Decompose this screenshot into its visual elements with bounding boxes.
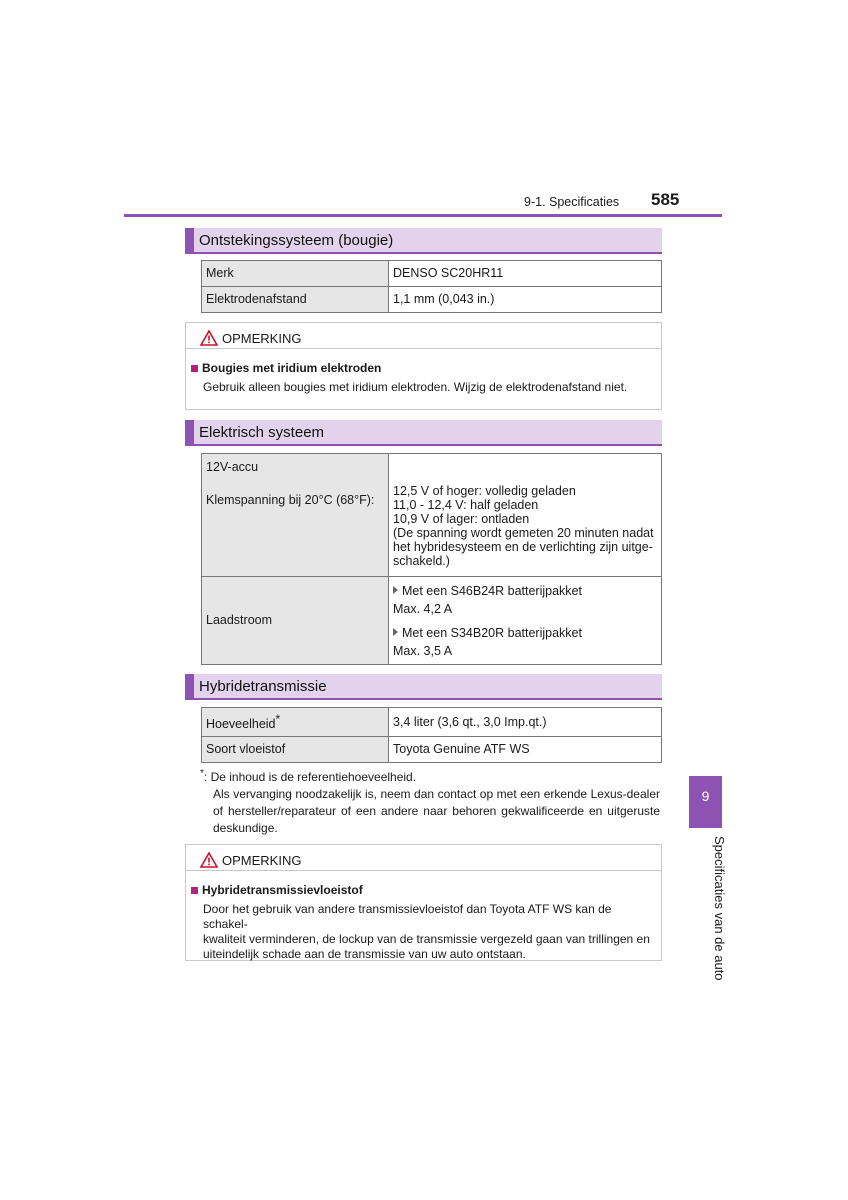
charge-values: [389, 577, 662, 665]
table-label: Merk: [202, 261, 389, 287]
voltage-line: schakeld.): [393, 554, 450, 568]
table-value: DENSO SC20HR11: [389, 261, 662, 287]
section-title-hybrid-transmission: Hybridetransmissie: [185, 674, 662, 700]
notice-body: [186, 349, 661, 405]
charge-option-a-title: Met een S46B24R batterijpakket: [402, 583, 582, 598]
page-number: 585: [651, 190, 680, 209]
charge-option-a: [393, 582, 657, 600]
chapter-tab-number: 9: [689, 776, 722, 828]
table-label: [202, 708, 389, 737]
footnote-line1: : De inhoud is de referentiehoeveelheid.: [203, 770, 417, 784]
chapter-tab-label: Specificaties van de auto: [712, 836, 727, 981]
table-label: Soort vloeistof: [202, 737, 389, 763]
footnote: [200, 765, 660, 837]
notice-subheading-text: Hybridetransmissievloeistof: [202, 883, 363, 897]
table-value: 1,1 mm (0,043 in.): [389, 287, 662, 313]
table-row: [202, 737, 662, 763]
section-title-electrical: Elektrisch systeem: [185, 420, 662, 446]
table-value: 3,4 liter (3,6 qt., 3,0 Imp.qt.): [389, 708, 662, 737]
table-value: Toyota Genuine ATF WS: [389, 737, 662, 763]
table-label-text: Hoeveelheid: [206, 717, 276, 732]
notice-line: Door het gebruik van andere transmissievloeistof dan Toyota ATF WS kan de schakel-: [203, 902, 612, 931]
battery-label: 12V-accu: [206, 460, 259, 474]
footnote-text: Als vervanging noodzakelijk is, neem dan contact op met een erkende Lexus-dealer of hersteller/reparateur of een andere naar behoren gekwalificeerde en uitgeruste deskundige.: [213, 787, 660, 835]
notice-text: [191, 902, 651, 962]
notice-line: kwaliteit verminderen, de lockup van de transmissie vergezeld gaan van trillingen en: [203, 932, 650, 946]
table-row: [202, 577, 662, 665]
triangle-bullet-icon: [393, 628, 398, 636]
notice-heading-text: OPMERKING: [222, 330, 302, 346]
voltage-values: [389, 454, 662, 577]
notice-heading-text: OPMERKING: [222, 852, 302, 868]
charge-option-b-value: Max. 3,5 A: [393, 643, 453, 658]
bullet-square-icon: [191, 887, 198, 894]
voltage-label: Klemspanning bij 20°C (68°F):: [206, 493, 375, 507]
notice-heading: [186, 323, 661, 349]
table-row: [202, 708, 662, 737]
footnote-first-line: [200, 765, 660, 786]
transmission-table: [201, 707, 662, 763]
warning-triangle-icon: [200, 852, 218, 868]
charge-label: Laadstroom: [202, 577, 389, 665]
footnote-marker: *: [200, 768, 204, 779]
charge-option-a-value: Max. 4,2 A: [393, 601, 453, 616]
notice-line: uiteindelijk schade aan de transmissie van uw auto ontstaan.: [203, 947, 526, 961]
notice-heading: [186, 845, 661, 871]
voltage-line: 12,5 V of hoger: volledig geladen: [393, 484, 576, 498]
table-row: [202, 261, 662, 287]
notice-text: Gebruik alleen bougies met iridium elektroden. Wijzig de elektrodenafstand niet.: [203, 380, 628, 394]
header-section-title: 9-1. Specificaties: [524, 195, 620, 209]
table-label-battery: [202, 454, 389, 577]
charge-option-b: [393, 624, 657, 642]
notice-body: [186, 871, 661, 972]
voltage-line: 10,9 V of lager: ontladen: [393, 512, 530, 526]
triangle-bullet-icon: [393, 586, 398, 594]
notice-subheading-text: Bougies met iridium elektroden: [202, 361, 382, 375]
voltage-line: het hybridesysteem en de verlichting zijn uitge-: [393, 540, 653, 554]
notice-subheading: [191, 361, 651, 376]
table-row: [202, 287, 662, 313]
warning-triangle-icon: [200, 330, 218, 346]
ignition-table: [201, 260, 662, 313]
section-title-ignition: Ontstekingssysteem (bougie): [185, 228, 662, 254]
voltage-line: (De spanning wordt gemeten 20 minuten nadat: [393, 526, 654, 540]
table-label: Elektrodenafstand: [202, 287, 389, 313]
notice-box-spark-plugs: [185, 322, 662, 410]
voltage-line: 11,0 - 12,4 V: half geladen: [393, 498, 539, 512]
footnote-marker: *: [275, 712, 281, 726]
charge-option-b-title: Met een S34B20R batterijpakket: [402, 625, 582, 640]
bullet-square-icon: [191, 365, 198, 372]
header-rule: [124, 214, 722, 217]
table-row: [202, 454, 662, 577]
notice-box-transmission-fluid: [185, 844, 662, 961]
electrical-table: [201, 453, 662, 665]
notice-subheading: [191, 883, 651, 898]
